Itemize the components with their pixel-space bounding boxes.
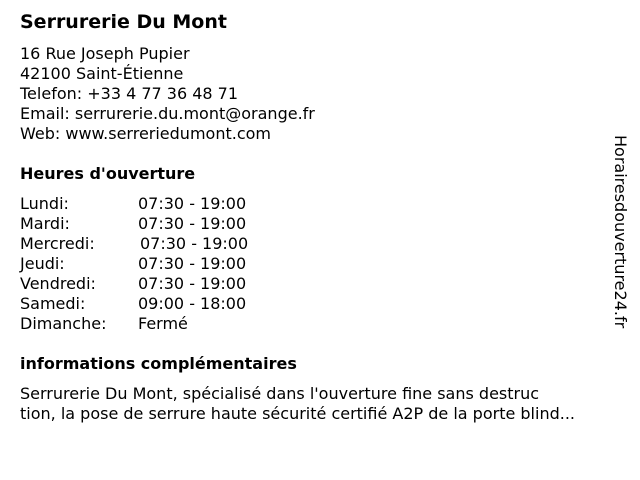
hours-row-mardi bbox=[20, 214, 320, 234]
day-label: Dimanche: bbox=[20, 314, 107, 333]
day-label: Vendredi: bbox=[20, 274, 96, 293]
address-city: 42100 Saint-Étienne bbox=[20, 64, 184, 83]
hours-row-jeudi bbox=[20, 254, 320, 274]
day-label: Samedi: bbox=[20, 294, 86, 313]
business-name: Serrurerie Du Mont bbox=[20, 11, 227, 33]
info-heading: informations complémentaires bbox=[20, 354, 297, 373]
description-line: tion, la pose de serrure haute sécurité certifié A2P de la porte blind... bbox=[20, 404, 575, 423]
hours-row-lundi bbox=[20, 194, 320, 214]
hours-row-dimanche bbox=[20, 314, 320, 334]
day-label: Jeudi: bbox=[20, 254, 65, 273]
time-value: 07:30 - 19:00 bbox=[140, 234, 249, 253]
day-label: Lundi: bbox=[20, 194, 69, 213]
phone-text: Telefon: +33 4 77 36 48 71 bbox=[20, 84, 239, 103]
hours-table bbox=[20, 194, 320, 334]
hours-row-vendredi bbox=[20, 274, 320, 294]
day-label: Mardi: bbox=[20, 214, 70, 233]
time-value: 09:00 - 18:00 bbox=[138, 294, 247, 313]
email-text: Email: serrurerie.du.mont@orange.fr bbox=[20, 104, 315, 123]
contact-block bbox=[20, 44, 315, 144]
hours-row-mercredi bbox=[20, 234, 320, 254]
website-text: Web: www.serreriedumont.com bbox=[20, 124, 271, 143]
day-label: Mercredi: bbox=[20, 234, 95, 253]
address-street: 16 Rue Joseph Pupier bbox=[20, 44, 190, 63]
description-text bbox=[20, 384, 615, 424]
time-value: 07:30 - 19:00 bbox=[138, 254, 247, 273]
brand-watermark: Horairesdouverture24.fr bbox=[611, 135, 630, 329]
hours-row-samedi bbox=[20, 294, 320, 314]
time-value: 07:30 - 19:00 bbox=[138, 214, 247, 233]
time-value: 07:30 - 19:00 bbox=[138, 274, 247, 293]
time-value: 07:30 - 19:00 bbox=[138, 194, 247, 213]
time-value: Fermé bbox=[138, 314, 188, 333]
description-line: Serrurerie Du Mont, spécialisé dans l'ouverture fine sans destruc bbox=[20, 384, 540, 403]
hours-heading: Heures d'ouverture bbox=[20, 164, 196, 183]
